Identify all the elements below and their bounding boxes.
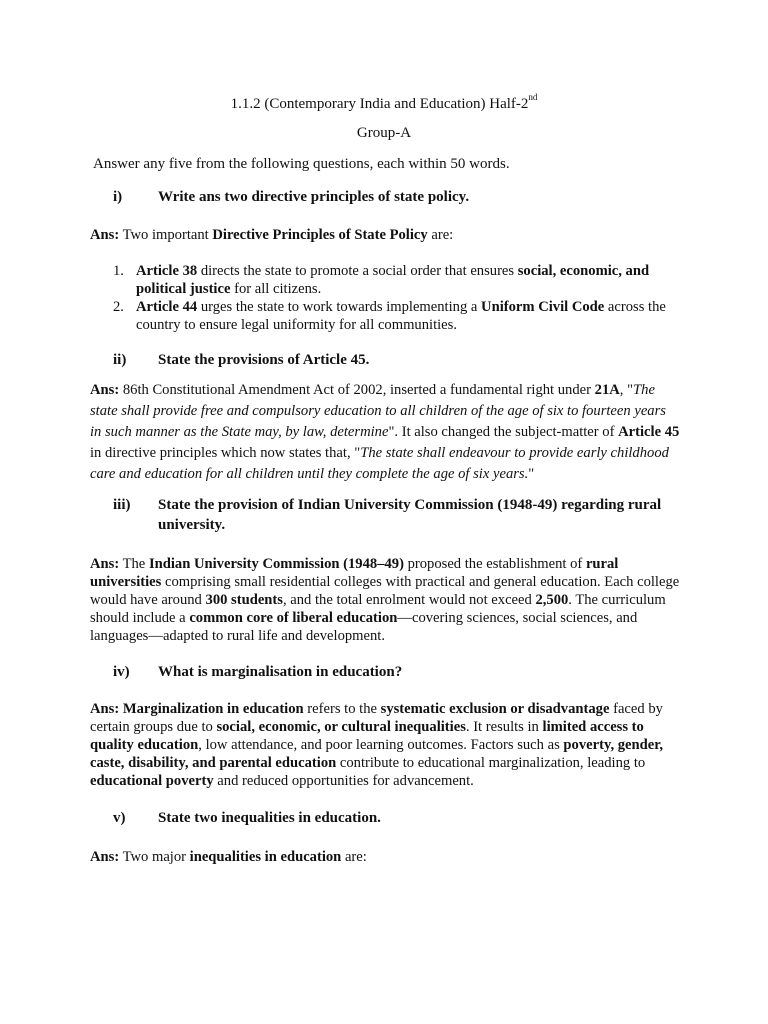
answer-3: Ans: The Indian University Commission (1948–49) proposed the establishment of rural universities comprising small residential colleges with practical and general education. Each college would have around 300 students, and the total enrolment would not exceed 2,500. The curriculum should include a common core of liberal education—covering sciences, social sciences, and languages—adapted to rural life and development. xyxy=(90,556,680,644)
question-4 xyxy=(113,662,693,682)
answer-1-list xyxy=(113,262,673,334)
question-text: State two inequalities in education. xyxy=(158,810,381,826)
question-1 xyxy=(113,187,693,207)
question-text: State the provisions of Article 45. xyxy=(158,352,370,368)
answer-4: Ans: Marginalization in education refers to the systematic exclusion or disadvantage faced by certain groups due to social, economic, or cultural inequalities. It results in limited access to quality education, low attendance, and poor learning outcomes. Factors such as poverty, gender, caste, disability, and parental education contribute to educational marginalization, leading to educational poverty and reduced opportunities for advancement. xyxy=(90,701,664,789)
question-text: State the provision of Indian University Commission (1948-49) regarding rural university. xyxy=(158,497,662,533)
group-heading: Group-A xyxy=(356,125,412,141)
question-text: What is marginalisation in education? xyxy=(158,664,403,680)
document-title: 1.1.2 (Contemporary India and Education) Half-2nd xyxy=(230,92,538,112)
question-text: Write ans two directive principles of state policy. xyxy=(158,189,470,205)
answer-5: Ans: Two major inequalities in education are: xyxy=(90,849,367,865)
instructions: Answer any five from the following questions, each within 50 words. xyxy=(93,156,510,172)
question-3 xyxy=(113,495,693,535)
list-item: 1. Article 38 directs the state to promote a social order that ensures social, economic, and political justice for all citizens. xyxy=(113,263,650,297)
question-number: iv) xyxy=(113,664,130,680)
question-number: v) xyxy=(113,810,126,826)
list-item: 2. Article 44 urges the state to work towards implementing a Uniform Civil Code across the country to ensure legal uniformity for all communities. xyxy=(113,299,666,333)
title-superscript: nd xyxy=(528,92,538,102)
question-number: i) xyxy=(113,189,123,205)
question-number: iii) xyxy=(113,497,131,513)
question-number: ii) xyxy=(113,352,127,368)
question-2 xyxy=(113,350,693,370)
answer-1-intro: Ans: Two important Directive Principles of State Policy are: xyxy=(90,227,454,243)
answer-2: Ans: 86th Constitutional Amendment Act of 2002, inserted a fundamental right under 21A, "The state shall provide free and compulsory education to all children of the age of six to fourteen years in such manner as the State may, by law, determine". It also changed the subject-matter of Article 45 in directive principles which now states that, "The state shall endeavour to provide early childhood care and education for all children until they complete the age of six years." xyxy=(90,382,680,482)
question-5 xyxy=(113,808,693,828)
